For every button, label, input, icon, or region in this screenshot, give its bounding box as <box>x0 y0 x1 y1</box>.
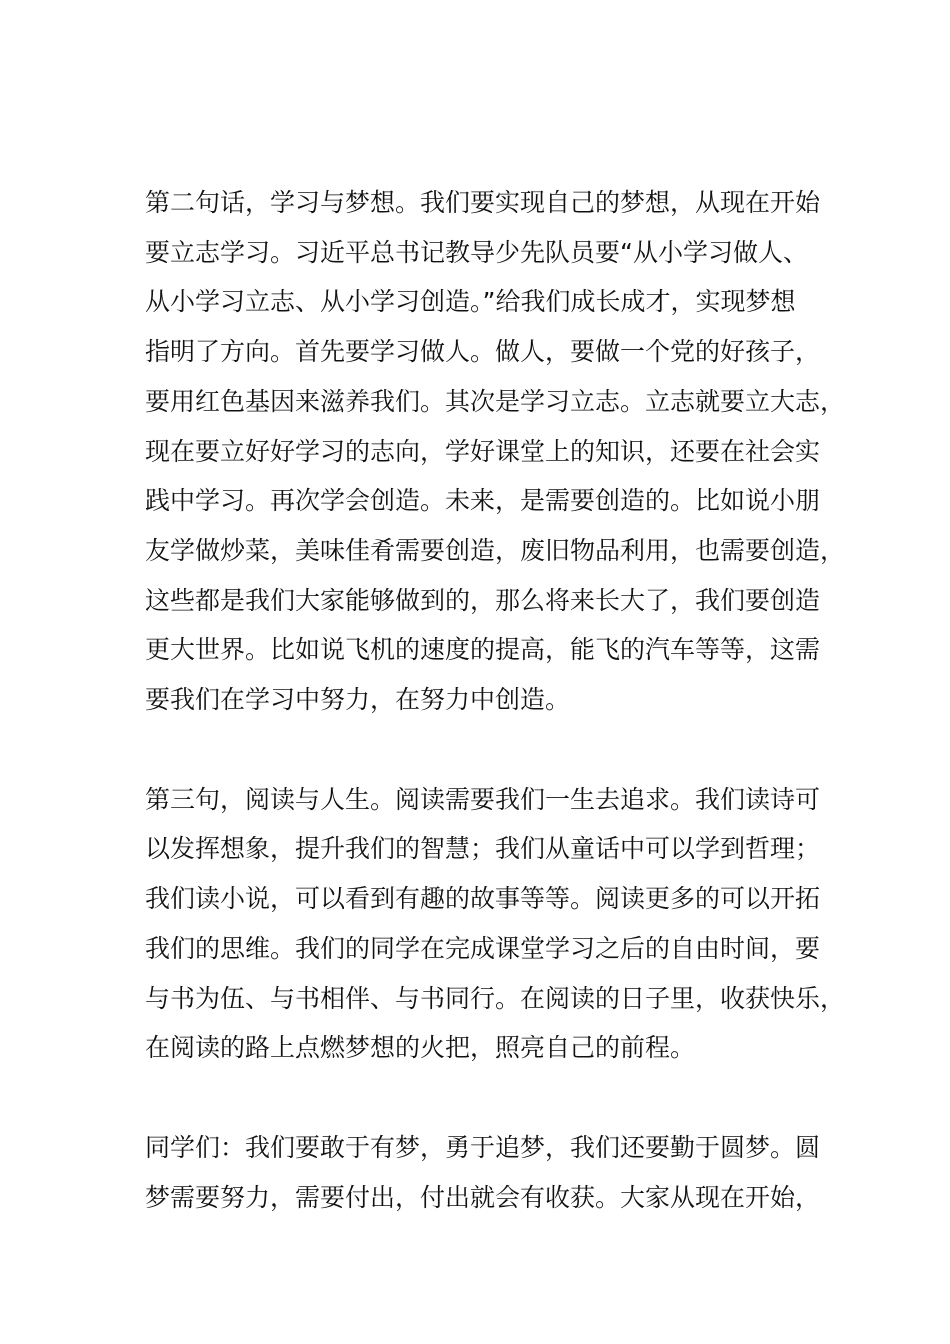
text-line: 与书为伍、与书相伴、与书同行。在阅读的日子里，收获快乐， <box>145 983 846 1013</box>
text-line: 同学们：我们要敢于有梦，勇于追梦，我们还要勤于圆梦。圆 <box>145 1132 821 1162</box>
paragraph-classmates <box>145 1123 835 1222</box>
document-body <box>145 178 846 1272</box>
text-line: 以发挥想象，提升我们的智慧；我们从童话中可以学到哲理； <box>145 834 821 864</box>
paragraph-learning-and-dreams <box>145 178 846 725</box>
text-line: 梦需要努力，需要付出，付出就会有收获。大家从现在开始， <box>145 1182 821 1212</box>
text-line: 在阅读的路上点燃梦想的火把，照亮自己的前程。 <box>145 1033 696 1063</box>
text-line: 指明了方向。首先要学习做人。做人，要做一个党的好孩子， <box>145 337 821 367</box>
text-line: 第二句话，学习与梦想。我们要实现自己的梦想，从现在开始 <box>145 188 821 217</box>
paragraph-reading-and-life <box>145 775 846 1073</box>
text-line: 我们的思维。我们的同学在完成课堂学习之后的自由时间，要 <box>145 933 821 963</box>
text-line: 要立志学习。习近平总书记教导少先队员要“从小学习做人、 <box>145 237 808 267</box>
text-line: 践中学习。再次学会创造。未来，是需要创造的。比如说小朋 <box>145 486 821 516</box>
text-line: 要用红色基因来滋养我们。其次是学习立志。立志就要立大志， <box>145 386 846 416</box>
text-line: 更大世界。比如说飞机的速度的提高，能飞的汽车等等，这需 <box>145 635 821 665</box>
text-line: 要我们在学习中努力，在努力中创造。 <box>145 685 571 715</box>
text-line: 我们读小说，可以看到有趣的故事等等。阅读更多的可以开拓 <box>145 884 821 914</box>
text-line: 第三句，阅读与人生。阅读需要我们一生去追求。我们读诗可 <box>145 784 821 814</box>
text-line: 现在要立好好学习的志向，学好课堂上的知识，还要在社会实 <box>145 436 821 466</box>
text-line: 这些都是我们大家能够做到的，那么将来长大了，我们要创造 <box>145 585 821 615</box>
text-line: 友学做炒菜，美味佳肴需要创造，废旧物品利用，也需要创造， <box>145 535 846 565</box>
text-line: 从小学习立志、从小学习创造。”给我们成长成才，实现梦想 <box>145 287 796 317</box>
